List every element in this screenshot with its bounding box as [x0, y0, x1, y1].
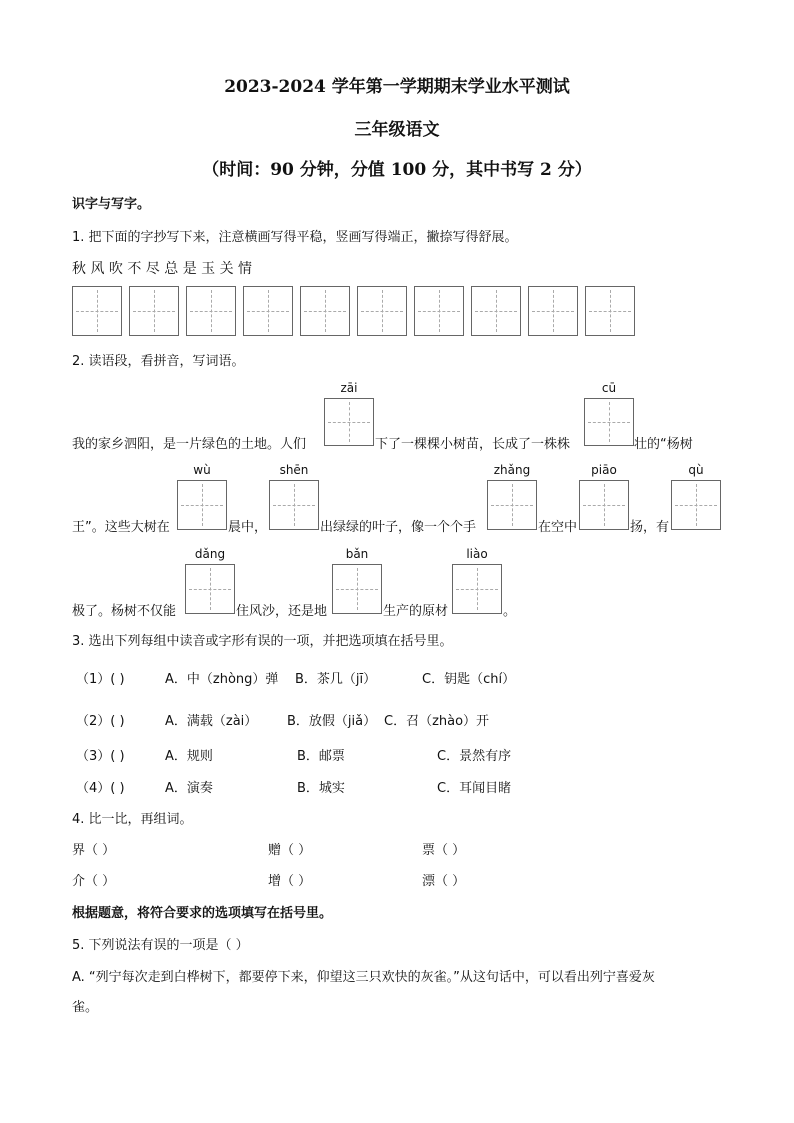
q3-option-a: A．演奏: [165, 781, 213, 796]
answer-box-liao[interactable]: [452, 564, 502, 614]
pinyin-piao: piāo: [591, 463, 617, 477]
q2-text: 住风沙，还是地: [236, 604, 328, 619]
q2-text: 扬，有: [630, 520, 670, 535]
q3-option-b: B．城实: [297, 781, 345, 796]
q3-option-c: C．景然有序: [437, 749, 512, 764]
q3-option-c: C．钥匙（chí）: [422, 672, 516, 687]
answer-box-dang[interactable]: [185, 564, 235, 614]
tianzige-box[interactable]: [72, 286, 122, 336]
q5-option-a: A. “列宁每次走到白桦树下，都要停下来，仰望这三只欢快的灰雀。”从这句话中，可以看出列宁喜爱灰: [72, 970, 655, 985]
q2-text: 在空中: [538, 520, 578, 535]
tianzige-box[interactable]: [300, 286, 350, 336]
pinyin-shen: shēn: [279, 463, 309, 477]
q3-option-a: A．中（zhòng）弹: [165, 672, 279, 687]
tianzige-box[interactable]: [243, 286, 293, 336]
q3-prompt: 3. 选出下列每组中读音或字形有误的一项，并把选项填在括号里。: [72, 634, 453, 649]
section-heading-literacy: 识字与写字。: [72, 197, 151, 212]
answer-box-wu[interactable]: [177, 480, 227, 530]
q3-option-a: A．满载（zài）: [165, 714, 258, 729]
q2-text: 晨中，: [228, 520, 268, 535]
q4-blank[interactable]: 介（ ）: [72, 874, 116, 889]
answer-box-zai[interactable]: [324, 398, 374, 446]
tianzige-box[interactable]: [528, 286, 578, 336]
q3-option-b: B．放假（jiǎ）: [287, 714, 377, 729]
exam-title: 2023-2024 学年第一学期期末学业水平测试: [224, 77, 570, 97]
q3-answer-blank[interactable]: （4）( ): [76, 781, 125, 796]
tianzige-box[interactable]: [357, 286, 407, 336]
answer-box-zhang[interactable]: [487, 480, 537, 530]
q2-text: 我的家乡泗阳，是一片绿色的土地。人们: [72, 437, 307, 452]
q4-blank[interactable]: 界（ ）: [72, 843, 116, 858]
q4-prompt: 4. 比一比，再组词。: [72, 812, 193, 827]
q3-option-b: B．邮票: [297, 749, 345, 764]
exam-time-info: （时间：90 分钟，分值 100 分，其中书写 2 分）: [202, 160, 592, 180]
answer-box-ban[interactable]: [332, 564, 382, 614]
section-heading-choice: 根据题意，将符合要求的选项填写在括号里。: [72, 906, 333, 921]
q4-blank[interactable]: 赠（ ）: [268, 843, 312, 858]
q3-option-b: B．茶几（jī）: [295, 672, 377, 687]
q5-option-a-cont: 雀。: [72, 1000, 99, 1015]
answer-box-qu[interactable]: [671, 480, 721, 530]
pinyin-dang: dǎng: [194, 547, 226, 561]
q2-text: 王”。这些大树在: [72, 520, 170, 535]
q3-option-a: A．规则: [165, 749, 213, 764]
tianzige-box[interactable]: [585, 286, 635, 336]
pinyin-zhang: zhǎng: [493, 463, 531, 477]
q2-text: 下了一棵棵小树苗，长成了一株株: [375, 437, 571, 452]
q2-text: 出绿绿的叶子，像一个个手: [320, 520, 477, 535]
q2-text: 。: [503, 604, 517, 619]
q5-prompt[interactable]: 5. 下列说法有误的一项是（ ）: [72, 938, 249, 953]
q2-text: 生产的原材: [383, 604, 449, 619]
q2-text: 极了。杨树不仅能: [72, 604, 177, 619]
answer-box-cu[interactable]: [584, 398, 634, 446]
tianzige-box[interactable]: [471, 286, 521, 336]
tianzige-box[interactable]: [414, 286, 464, 336]
pinyin-wu: wù: [193, 463, 211, 477]
pinyin-qu: qù: [688, 463, 704, 477]
q3-answer-blank[interactable]: （3）( ): [76, 749, 125, 764]
pinyin-liao: liào: [466, 547, 488, 561]
answer-box-piao[interactable]: [579, 480, 629, 530]
q4-blank[interactable]: 漂（ ）: [422, 874, 466, 889]
q4-blank[interactable]: 增（ ）: [268, 874, 312, 889]
q2-prompt: 2. 读语段，看拼音，写词语。: [72, 354, 245, 369]
tianzige-box[interactable]: [186, 286, 236, 336]
q1-prompt: 1. 把下面的字抄写下来，注意横画写得平稳，竖画写得端正，撇捺写得舒展。: [72, 230, 518, 245]
pinyin-ban: bǎn: [345, 547, 369, 561]
q2-text: 壮的“杨树: [634, 437, 693, 452]
q3-option-c: C．耳闻目睹: [437, 781, 512, 796]
tianzige-box[interactable]: [129, 286, 179, 336]
pinyin-zai: zāi: [340, 381, 358, 395]
answer-box-shen[interactable]: [269, 480, 319, 530]
pinyin-cu: cū: [601, 381, 617, 395]
exam-subtitle: 三年级语文: [354, 120, 440, 140]
q4-blank[interactable]: 票（ ）: [422, 843, 466, 858]
q3-answer-blank[interactable]: （2）( ): [76, 714, 125, 729]
q1-characters: 秋 风 吹 不 尽 总 是 玉 关 情: [72, 261, 253, 277]
q3-option-c: C．召（zhào）开: [384, 714, 490, 729]
q3-answer-blank[interactable]: （1）( ): [76, 672, 125, 687]
